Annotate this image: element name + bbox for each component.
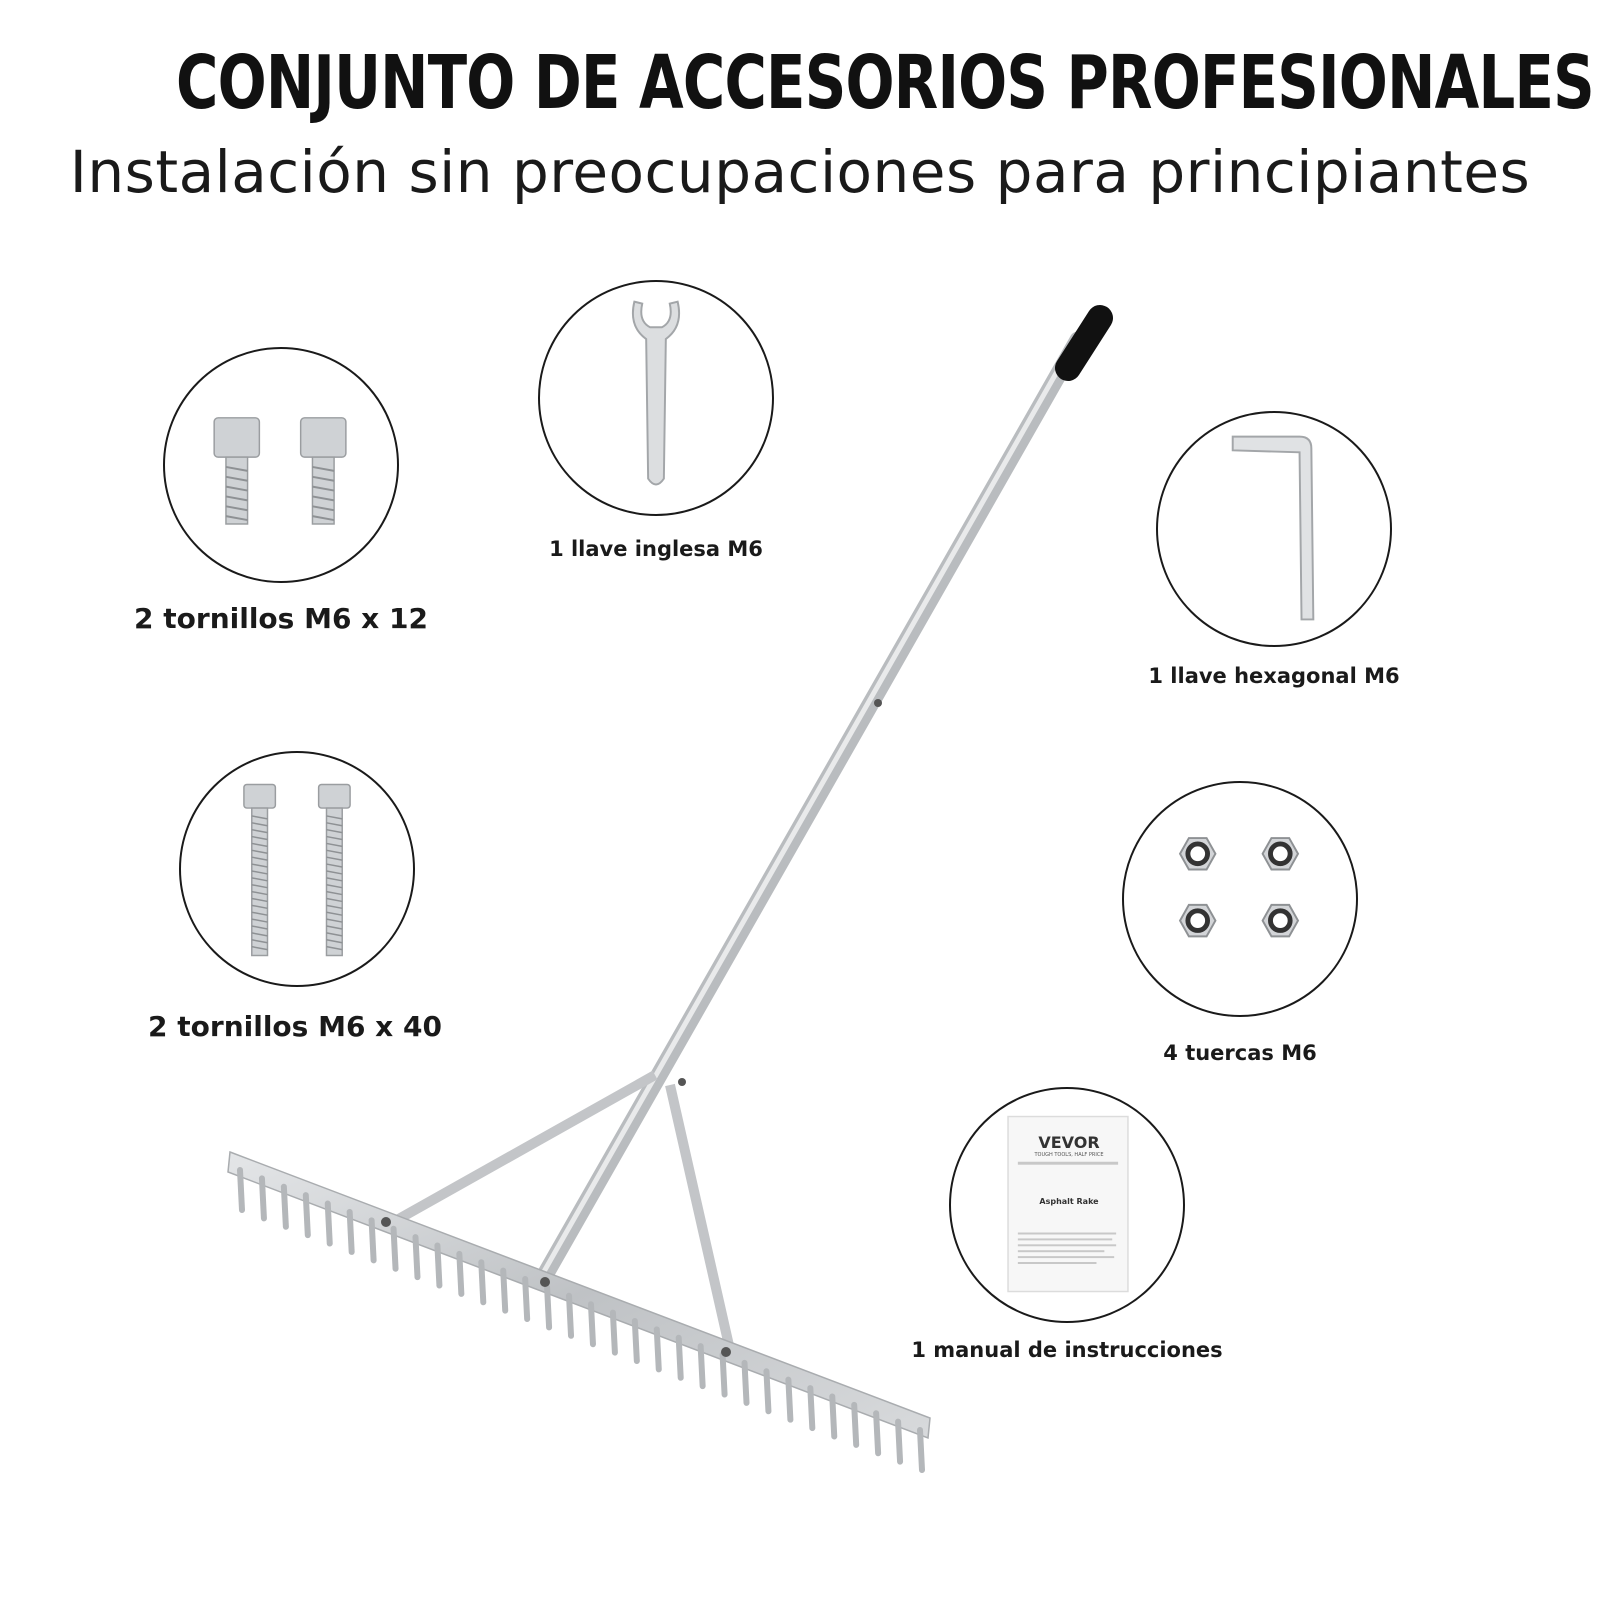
- rake-tooth: [350, 1212, 352, 1252]
- rake-tooth: [591, 1304, 593, 1344]
- manual-circle: [949, 1087, 1185, 1323]
- rake-tooth: [613, 1313, 615, 1353]
- wrench-label: 1 llave inglesa M6: [549, 537, 763, 561]
- rake-tooth: [788, 1380, 790, 1420]
- rake-tooth: [459, 1254, 461, 1294]
- manual-product: Asphalt Rake: [1039, 1197, 1099, 1206]
- rake-tooth: [240, 1170, 242, 1210]
- manual-tagline: TOUGH TOOLS, HALF PRICE: [1034, 1152, 1104, 1158]
- nuts-circle: [1122, 781, 1358, 1017]
- rake-tooth: [415, 1237, 417, 1277]
- rake-tooth: [503, 1271, 505, 1311]
- rake-brace-right: [670, 1085, 730, 1350]
- rake-tooth: [810, 1388, 812, 1428]
- rake-tooth: [723, 1355, 725, 1395]
- rake-tooth: [284, 1187, 286, 1227]
- rake-tooth: [328, 1204, 330, 1244]
- short-bolts-label: 2 tornillos M6 x 12: [134, 602, 428, 635]
- nuts-icon: [1124, 783, 1356, 1015]
- page-subtitle: Instalación sin preocupaciones para principiantes: [69, 138, 1531, 206]
- long-bolts-circle: [179, 751, 415, 987]
- hex-key-icon: [1158, 413, 1390, 645]
- rake-tooth: [854, 1405, 856, 1445]
- rake-tooth: [569, 1296, 571, 1336]
- rake-tooth: [745, 1363, 747, 1403]
- rake-grip: [1068, 318, 1100, 368]
- rake-tooth: [481, 1262, 483, 1302]
- long-bolts-label: 2 tornillos M6 x 40: [148, 1010, 442, 1043]
- short-bolts-icon: [165, 349, 397, 581]
- rake-tooth: [898, 1422, 900, 1462]
- rake-tooth: [525, 1279, 527, 1319]
- rake-tooth: [920, 1430, 922, 1470]
- rake-tooth: [876, 1413, 878, 1453]
- manual-brand: VEVOR: [1038, 1133, 1100, 1152]
- rake-tooth: [437, 1245, 439, 1285]
- manual-label: 1 manual de instrucciones: [911, 1338, 1223, 1362]
- short-bolts-circle: [163, 347, 399, 583]
- rake-tooth: [679, 1338, 681, 1378]
- rake-tooth: [394, 1229, 396, 1269]
- rake-tooth: [262, 1178, 264, 1218]
- rake-tooth: [306, 1195, 308, 1235]
- wrench-circle: [538, 280, 774, 516]
- rake-tooth: [372, 1220, 374, 1260]
- rake-tooth: [701, 1346, 703, 1386]
- rake-head: [228, 1152, 930, 1438]
- nuts-label: 4 tuercas M6: [1163, 1041, 1317, 1065]
- rake-tooth: [635, 1321, 637, 1361]
- hex-key-label: 1 llave hexagonal M6: [1148, 664, 1400, 688]
- rake-tooth: [766, 1371, 768, 1411]
- rake-tooth: [657, 1329, 659, 1369]
- rake-tooth: [547, 1287, 549, 1327]
- wrench-icon: [540, 282, 772, 514]
- rake-tooth: [832, 1396, 834, 1436]
- page-title: CONJUNTO DE ACCESORIOS PROFESIONALES: [176, 40, 1594, 126]
- hex-key-circle: [1156, 411, 1392, 647]
- long-bolts-icon: [181, 753, 413, 985]
